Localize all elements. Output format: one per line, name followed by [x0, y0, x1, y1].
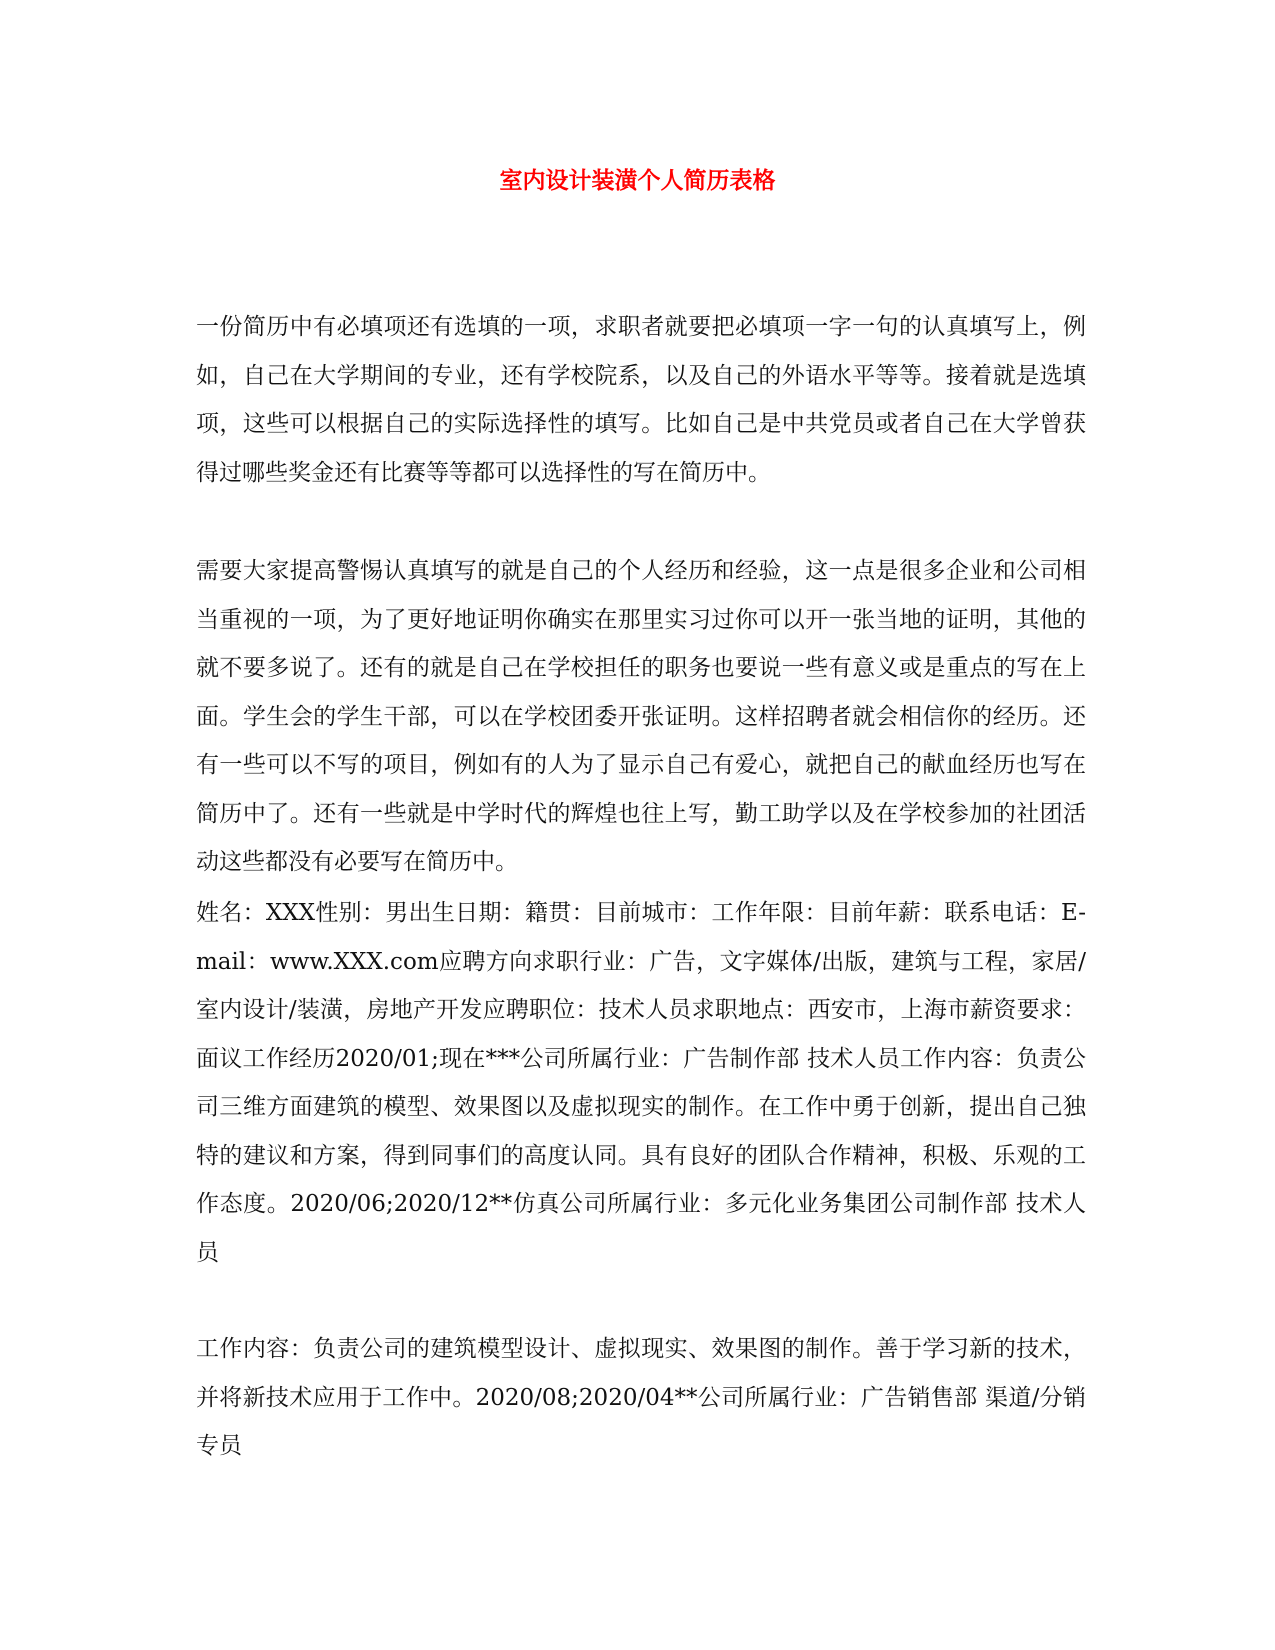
paragraph-resume-experience-advice: 需要大家提高警惕认真填写的就是自己的个人经历和经验，这一点是很多企业和公司相当重视的一项，为了更好地证明你确实在那里实习过你可以开一张当地的证明，其他的就不要多说了。还有的就是自己在学校担任的职务也要说一些有意义或是重点的写在上面。学生会的学生干部，可以在学校团委开张证明。这样招聘者就会相信你的经历。还有一些可以不写的项目，例如有的人为了显示自己有爱心，就把自己的献血经历也写在简历中了。还有一些就是中学时代的辉煌也往上写，勤工助学以及在学校参加的社团活动这些都没有必要写在简历中。 — [196, 558, 1086, 875]
paragraph-resume-work-content: 工作内容：负责公司的建筑模型设计、虚拟现实、效果图的制作。善于学习新的技术，并将新技术应用于工作中。2020/08;2020/04**公司所属行业：广告销售部 渠道/分销专员 — [196, 1336, 1086, 1459]
paragraph-resume-personal-info: 姓名：XXX性别：男出生日期：籍贯：目前城市：工作年限：目前年薪：联系电话：E-mail：www.XXX.com应聘方向求职行业：广告，文字媒体/出版，建筑与工程，家居/室内设计/装潢，房地产开发应聘职位：技术人员求职地点：西安市，上海市薪资要求：面议工作经历2020/01;现在***公司所属行业：广告制作部 技术人员工作内容：负责公司三维方面建筑的模型、效果图以及虚拟现实的制作。在工作中勇于创新，提出自己独特的建议和方案，得到同事们的高度认同。具有良好的团队合作精神，积极、乐观的工作态度。2020/06;2020/12**仿真公司所属行业：多元化业务集团公司制作部 技术人员 — [196, 900, 1086, 1266]
paragraph-resume-required-fields: 一份简历中有必填项还有选填的一项，求职者就要把必填项一字一句的认真填写上，例如，自己在大学期间的专业，还有学校院系，以及自己的外语水平等等。接着就是选填项，这些可以根据自己的实际选择性的填写。比如自己是中共党员或者自己在大学曾获得过哪些奖金还有比赛等等都可以选择性的写在简历中。 — [196, 314, 1086, 486]
document-title: 室内设计装潢个人简历表格 — [499, 167, 776, 194]
